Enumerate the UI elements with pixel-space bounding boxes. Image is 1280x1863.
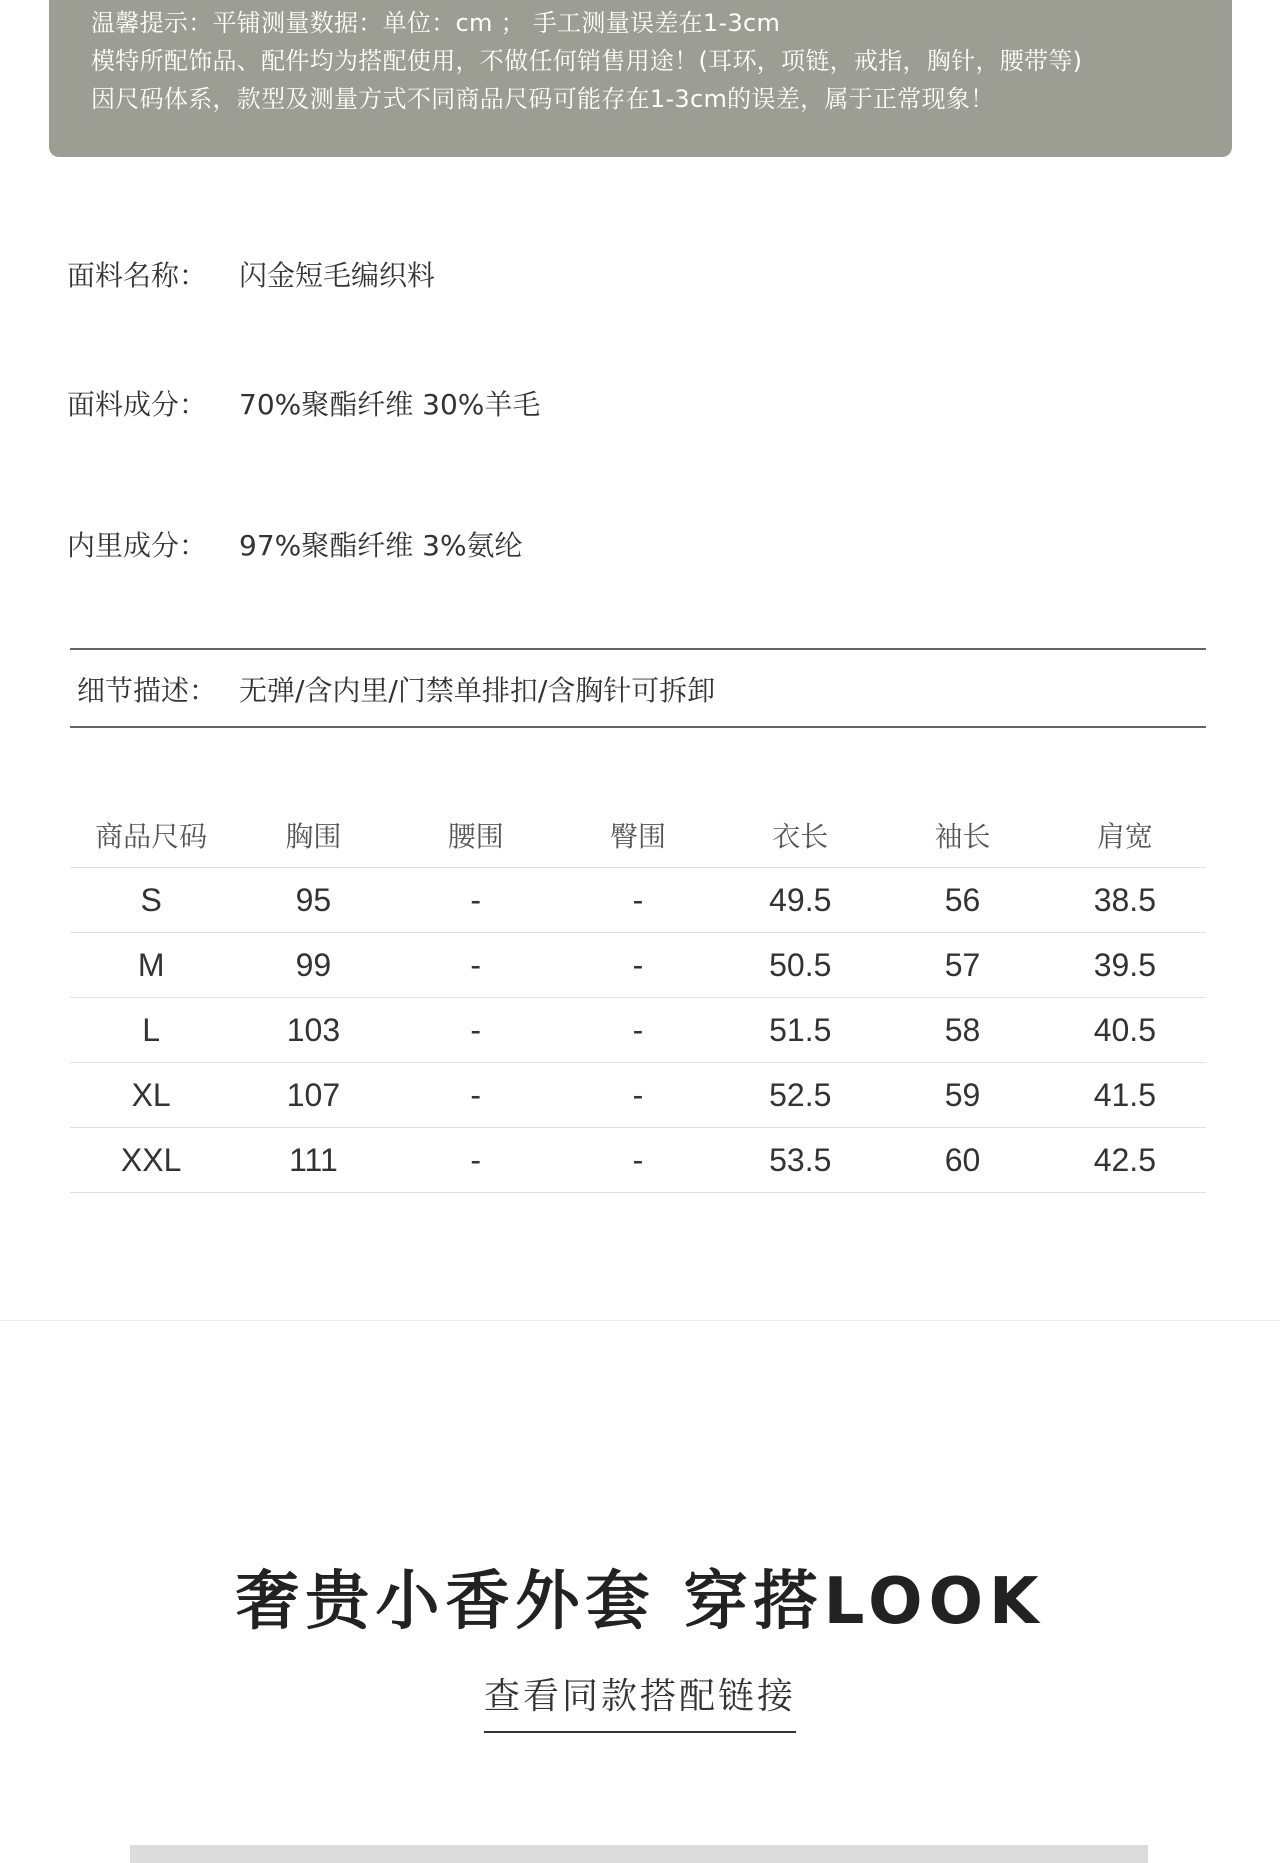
- spec-label: 细节描述：: [77, 674, 218, 707]
- cell-length: 49.5: [719, 868, 881, 933]
- cell-shoulder: 41.5: [1044, 1063, 1206, 1128]
- cell-waist: -: [395, 933, 557, 998]
- look-link-container: [0, 1668, 1280, 1733]
- spec-label: 面料名称：: [67, 259, 208, 292]
- cell-sleeve: 57: [881, 933, 1043, 998]
- table-row: [70, 998, 1206, 1063]
- cell-size: L: [70, 998, 232, 1063]
- cell-waist: -: [395, 868, 557, 933]
- cell-hip: -: [557, 998, 719, 1063]
- spec-value: 70%聚酯纤维 30%羊毛: [239, 388, 541, 421]
- size-table-header: [70, 803, 1206, 868]
- size-table: [70, 803, 1206, 1193]
- table-row: [70, 933, 1206, 998]
- cell-chest: 103: [232, 998, 394, 1063]
- details-top-rule: [70, 648, 1206, 650]
- matching-link[interactable]: 查看同款搭配链接: [484, 1668, 796, 1733]
- look-photo: [130, 1845, 1148, 1863]
- spec-details: [77, 669, 715, 709]
- table-row: [70, 1128, 1206, 1193]
- spec-label: 内里成分：: [67, 529, 208, 562]
- header-waist: 腰围: [395, 803, 557, 868]
- header-chest: 胸围: [232, 803, 394, 868]
- header-length: 衣长: [719, 803, 881, 868]
- cell-chest: 111: [232, 1128, 394, 1193]
- cell-length: 53.5: [719, 1128, 881, 1193]
- cell-hip: -: [557, 933, 719, 998]
- cell-length: 51.5: [719, 998, 881, 1063]
- cell-hip: -: [557, 1063, 719, 1128]
- cell-size: XL: [70, 1063, 232, 1128]
- spec-value: 无弹/含内里/门禁单排扣/含胸针可拆卸: [239, 674, 716, 707]
- spec-fabric-composition: [67, 383, 540, 423]
- notice-line-accessories: 模特所配饰品、配件均为搭配使用，不做任何销售用途！(耳环，项链，戒指，胸针，腰带等): [91, 47, 1083, 75]
- spec-value: 97%聚酯纤维 3%氨纶: [239, 529, 523, 562]
- cell-shoulder: 42.5: [1044, 1128, 1206, 1193]
- cell-size: XXL: [70, 1128, 232, 1193]
- header-size: 商品尺码: [70, 803, 232, 868]
- header-hip: 臀围: [557, 803, 719, 868]
- cell-sleeve: 59: [881, 1063, 1043, 1128]
- header-sleeve: 袖长: [881, 803, 1043, 868]
- spec-label: 面料成分：: [67, 388, 208, 421]
- notice-banner: [49, 0, 1232, 157]
- cell-size: S: [70, 868, 232, 933]
- notice-line-measurement: 温馨提示：平铺测量数据：单位：cm ； 手工测量误差在1-3cm: [91, 9, 781, 37]
- table-row: [70, 1063, 1206, 1128]
- cell-chest: 95: [232, 868, 394, 933]
- notice-line-size-error: 因尺码体系，款型及测量方式不同商品尺码可能存在1-3cm的误差，属于正常现象！: [91, 85, 995, 113]
- details-bottom-rule: [70, 726, 1206, 728]
- section-divider: [0, 1320, 1280, 1321]
- spec-lining-composition: [67, 524, 523, 564]
- cell-hip: -: [557, 1128, 719, 1193]
- cell-chest: 99: [232, 933, 394, 998]
- cell-waist: -: [395, 998, 557, 1063]
- cell-shoulder: 40.5: [1044, 998, 1206, 1063]
- cell-size: M: [70, 933, 232, 998]
- cell-sleeve: 58: [881, 998, 1043, 1063]
- cell-shoulder: 39.5: [1044, 933, 1206, 998]
- cell-length: 50.5: [719, 933, 881, 998]
- cell-waist: -: [395, 1128, 557, 1193]
- look-title: 奢贵小香外套 穿搭LOOK: [235, 1565, 1045, 1639]
- cell-waist: -: [395, 1063, 557, 1128]
- header-shoulder: 肩宽: [1044, 803, 1206, 868]
- spec-value: 闪金短毛编织料: [239, 259, 436, 292]
- spec-fabric-name: [67, 254, 435, 294]
- cell-hip: -: [557, 868, 719, 933]
- cell-sleeve: 60: [881, 1128, 1043, 1193]
- cell-length: 52.5: [719, 1063, 881, 1128]
- table-row: [70, 868, 1206, 933]
- cell-sleeve: 56: [881, 868, 1043, 933]
- cell-shoulder: 38.5: [1044, 868, 1206, 933]
- cell-chest: 107: [232, 1063, 394, 1128]
